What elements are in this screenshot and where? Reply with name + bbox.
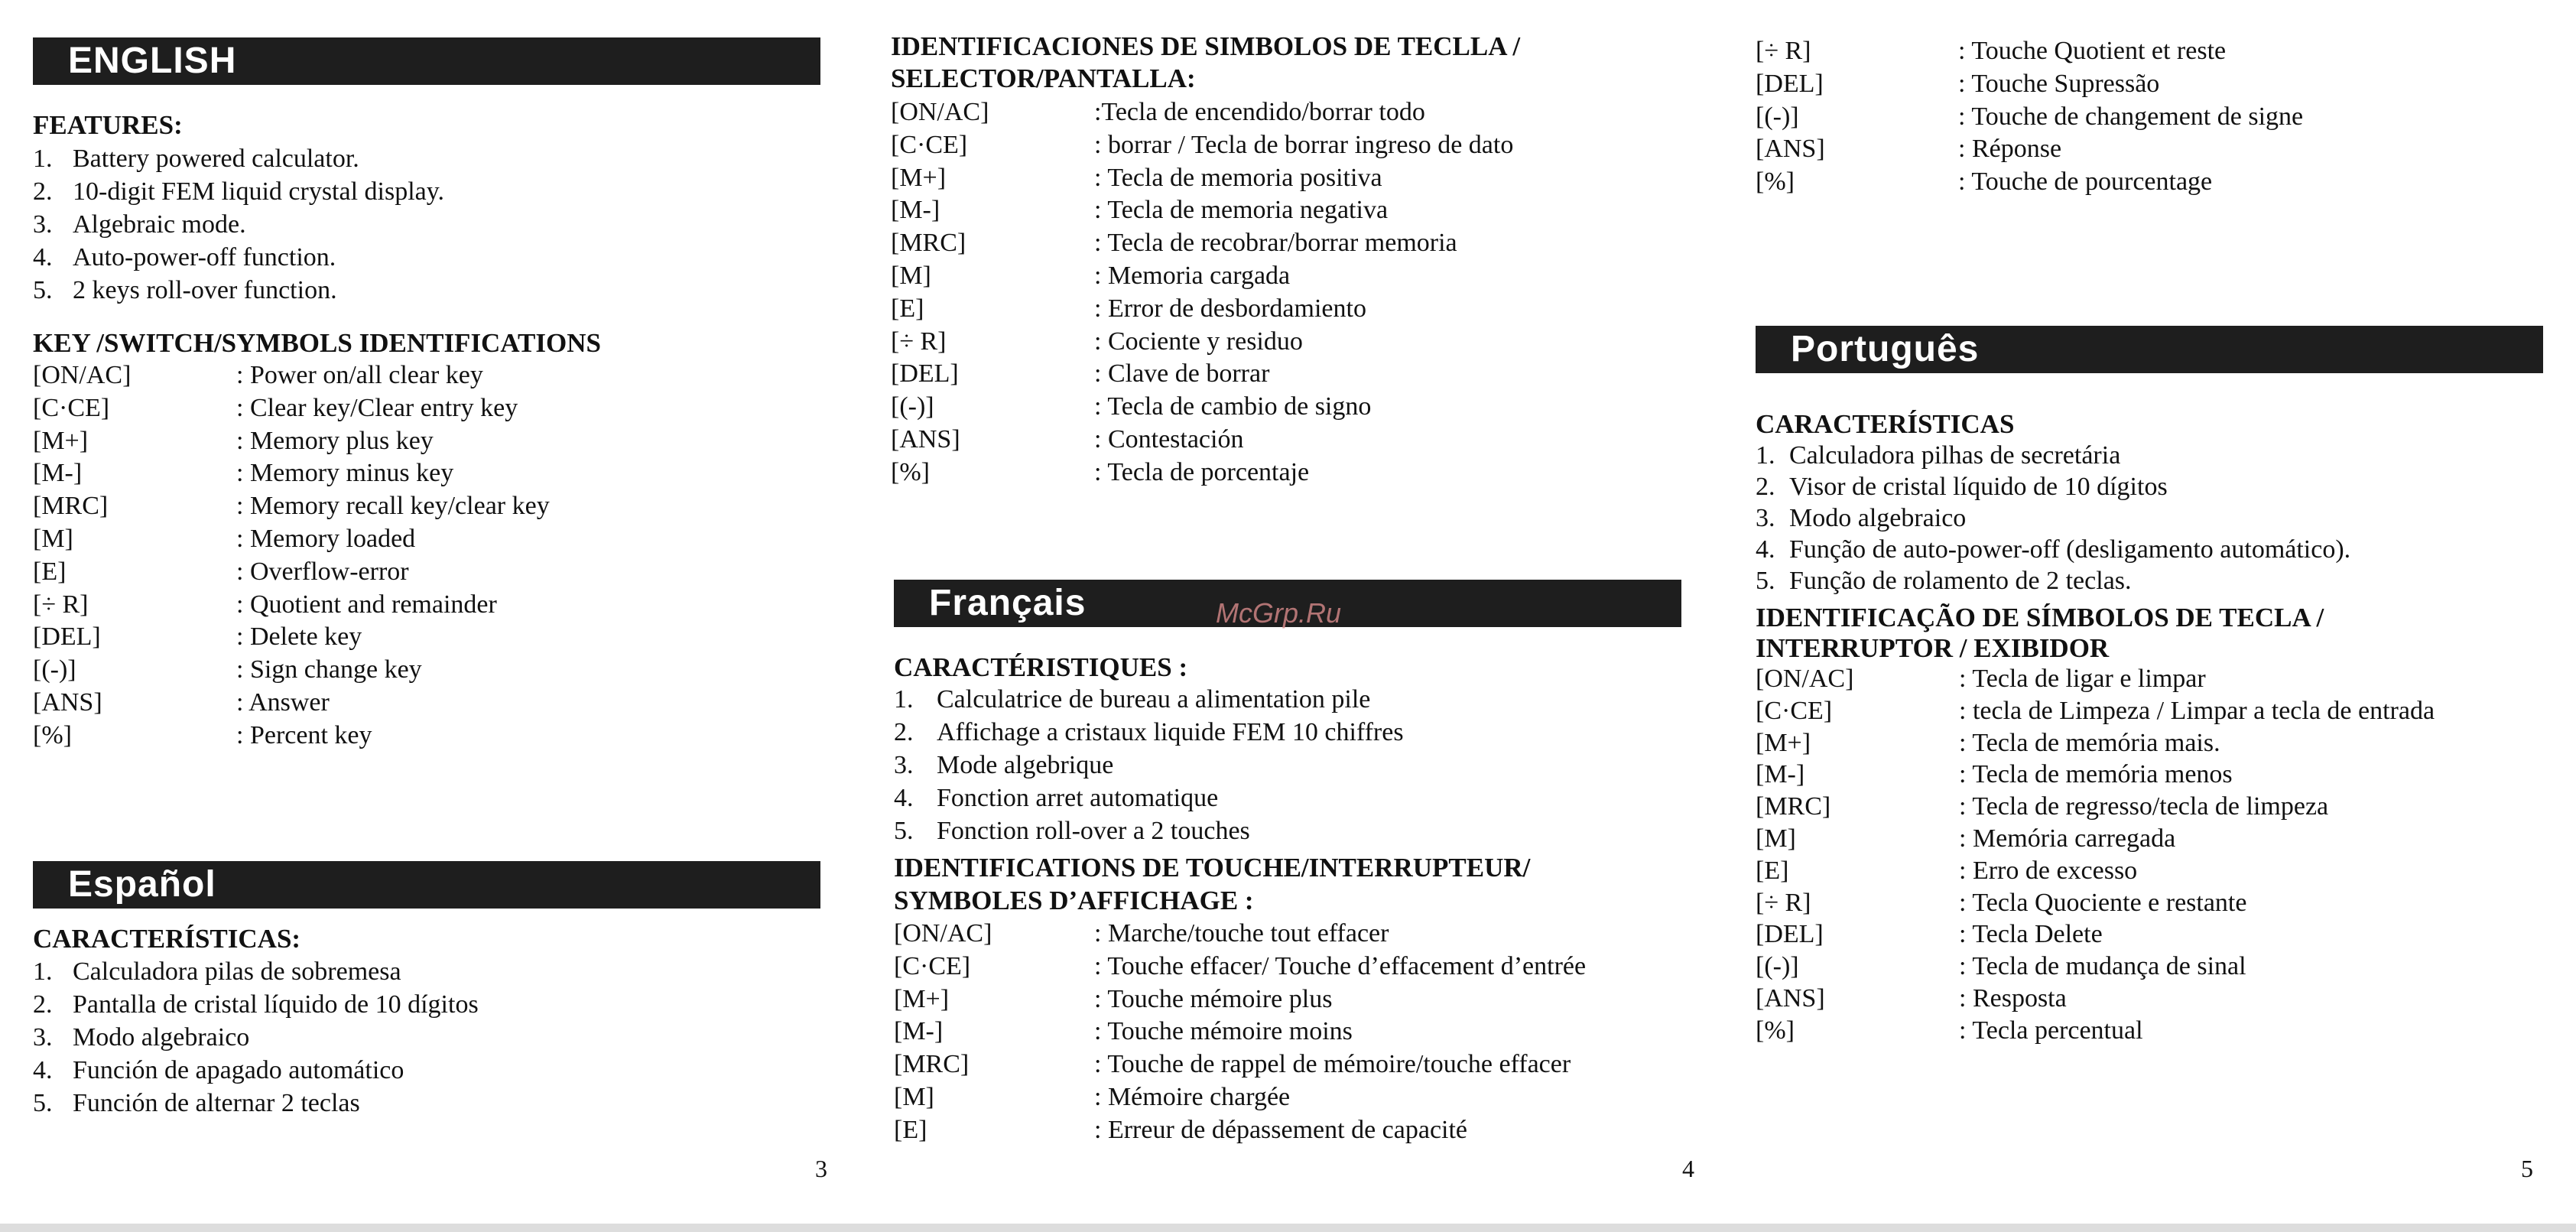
key-row: [M] : Memoria cargada bbox=[891, 261, 1291, 290]
key-row: [DEL] : Touche Supressão bbox=[1756, 69, 2160, 98]
key-row: [M] : Mémoire chargée bbox=[894, 1082, 1291, 1111]
key-row: [%] : Percent key bbox=[33, 720, 372, 749]
list-item: 4. Auto-power-off function. bbox=[33, 243, 336, 271]
key-row: [ON/AC] :Tecla de encendido/borrar todo bbox=[891, 98, 1425, 126]
key-row: [ANS] : Réponse bbox=[1756, 135, 2062, 164]
key-row: [ON/AC] : Power on/all clear key bbox=[33, 361, 483, 389]
key-row: [(-)] : Tecla de mudança de sinal bbox=[1756, 952, 2246, 981]
francais-keys-title-line2: SYMBOLES D’AFFICHAGE : bbox=[894, 886, 1254, 915]
key-row: [÷ R] : Tecla Quociente e restante bbox=[1756, 888, 2247, 917]
list-item: 3. Mode algebrique bbox=[894, 751, 1114, 779]
page-number: 3 bbox=[815, 1155, 827, 1182]
francais-keys-list-part2 bbox=[1756, 35, 2551, 199]
watermark: McGrp.Ru bbox=[1216, 597, 1342, 629]
list-item: 5. Função de rolamento de 2 teclas. bbox=[1756, 567, 2132, 595]
key-row: [E] : Error de desbordamiento bbox=[891, 294, 1366, 323]
key-row: [(-)] : Sign change key bbox=[33, 655, 422, 684]
list-item: 1. Calculadora pilhas de secretária bbox=[1756, 441, 2121, 470]
key-row: [÷ R] : Cociente y residuo bbox=[891, 327, 1303, 356]
key-row: [E] : Erro de excesso bbox=[1756, 856, 2138, 885]
english-section-header: ENGLISH bbox=[33, 37, 820, 85]
page-3 bbox=[33, 0, 828, 1232]
key-row: [ANS] : Resposta bbox=[1756, 983, 2067, 1013]
english-features-title: FEATURES: bbox=[33, 110, 183, 140]
english-keys-list bbox=[33, 359, 797, 753]
key-row: [M+] : Tecla de memoria positiva bbox=[891, 163, 1382, 192]
key-row: [C·CE] : Touche effacer/ Touche d’effacement d’entrée bbox=[894, 951, 1587, 980]
key-row: [ANS] : Answer bbox=[33, 688, 330, 717]
key-row: [MRC] : Memory recall key/clear key bbox=[33, 492, 550, 521]
english-features-list bbox=[33, 142, 444, 307]
key-row: [MRC] : Touche de rappel de mémoire/touche effacer bbox=[894, 1050, 1571, 1079]
key-row: [ON/AC] : Tecla de ligar e limpar bbox=[1756, 665, 2206, 693]
list-item: 5. 2 keys roll-over function. bbox=[33, 276, 337, 304]
key-row: [C·CE] : tecla de Limpeza / Limpar a tecla de entrada bbox=[1756, 696, 2435, 725]
espanol-keys-list bbox=[891, 96, 1701, 489]
espanol-section-header: Español bbox=[33, 861, 820, 909]
espanol-features-title: CARACTERÍSTICAS: bbox=[33, 924, 301, 954]
list-item: 1. Battery powered calculator. bbox=[33, 145, 359, 173]
page-number: 4 bbox=[1682, 1155, 1694, 1182]
francais-keys-list-part1 bbox=[894, 918, 1704, 1147]
espanol-keys-title: IDENTIFICACIONES DE SIMBOLOS DE TECLLA / bbox=[891, 31, 1521, 61]
list-item: 2. Visor de cristal líquido de 10 dígitos bbox=[1756, 473, 2168, 501]
key-row: [ANS] : Contestación bbox=[891, 424, 1244, 453]
list-item: 3. Algebraic mode. bbox=[33, 210, 246, 239]
key-row: [M+] : Memory plus key bbox=[33, 426, 434, 455]
list-item: 2. Affichage a cristaux liquide FEM 10 chiffres bbox=[894, 718, 1404, 746]
portugues-keys-title: IDENTIFICAÇÃO DE SÍMBOLOS DE TECLA / bbox=[1756, 603, 2324, 632]
key-row: [E] : Erreur de dépassement de capacité bbox=[894, 1115, 1468, 1144]
key-row: [M+] : Touche mémoire plus bbox=[894, 984, 1333, 1013]
key-row: [MRC] : Tecla de regresso/tecla de limpeza bbox=[1756, 792, 2329, 821]
key-row: [DEL] : Clave de borrar bbox=[891, 359, 1270, 388]
key-row: [M+] : Tecla de memória mais. bbox=[1756, 728, 2220, 757]
key-row: [M-] : Tecla de memória menos bbox=[1756, 760, 2233, 789]
list-item: 3. Modo algebraico bbox=[1756, 504, 1967, 532]
list-item: 3. Modo algebraico bbox=[33, 1023, 250, 1052]
list-item: 5. Fonction roll-over a 2 touches bbox=[894, 817, 1250, 845]
espanol-keys-title-line2: SELECTOR/PANTALLA: bbox=[891, 63, 1196, 93]
key-row: [%] : Tecla percentual bbox=[1756, 1016, 2143, 1045]
key-row: [(-)] : Touche de changement de signe bbox=[1756, 102, 2304, 131]
espanol-features-list bbox=[33, 955, 479, 1120]
key-row: [%] : Tecla de porcentaje bbox=[891, 457, 1310, 486]
portugues-features-title: CARACTERÍSTICAS bbox=[1756, 409, 2015, 439]
key-row: [DEL] : Tecla Delete bbox=[1756, 920, 2103, 949]
portugues-features-list bbox=[1756, 440, 2350, 596]
key-row: [÷ R] : Touche Quotient et reste bbox=[1756, 37, 2227, 65]
key-row: [E] : Overflow-error bbox=[33, 557, 409, 586]
list-item: 4. Fonction arret automatique bbox=[894, 784, 1219, 812]
key-row: [MRC] : Tecla de recobrar/borrar memoria bbox=[891, 229, 1457, 258]
english-keys-title: KEY /SWITCH/SYMBOLS IDENTIFICATIONS bbox=[33, 328, 601, 358]
list-item: 1. Calculadora pilas de sobremesa bbox=[33, 957, 401, 986]
list-item: 5. Función de alternar 2 teclas bbox=[33, 1089, 360, 1117]
list-item: 2. Pantalla de cristal líquido de 10 dígitos bbox=[33, 990, 479, 1019]
key-row: [÷ R] : Quotient and remainder bbox=[33, 590, 497, 619]
key-row: [M-] : Memory minus key bbox=[33, 459, 454, 488]
key-row: [M-] : Touche mémoire moins bbox=[894, 1017, 1353, 1046]
francais-features-list bbox=[894, 683, 1404, 847]
key-row: [(-)] : Tecla de cambio de signo bbox=[891, 392, 1372, 421]
page-number: 5 bbox=[2521, 1155, 2533, 1182]
key-row: [DEL] : Delete key bbox=[33, 623, 362, 652]
list-item: 2. 10-digit FEM liquid crystal display. bbox=[33, 177, 445, 206]
list-item: 1. Calculatrice de bureau a alimentation pile bbox=[894, 685, 1371, 714]
key-row: [%] : Touche de pourcentage bbox=[1756, 167, 2213, 197]
key-row: [M-] : Tecla de memoria negativa bbox=[891, 196, 1389, 225]
key-row: [ON/AC] : Marche/touche tout effacer bbox=[894, 919, 1389, 948]
key-row: [C·CE] : Clear key/Clear entry key bbox=[33, 393, 518, 422]
key-row: [M] : Memory loaded bbox=[33, 524, 416, 553]
francais-keys-title: IDENTIFICATIONS DE TOUCHE/INTERRUPTEUR/ bbox=[894, 853, 1531, 883]
page-5 bbox=[1756, 0, 2566, 1232]
portugues-section-header: Português bbox=[1756, 326, 2543, 373]
list-item: 4. Función de apagado automático bbox=[33, 1056, 404, 1084]
bottom-edge bbox=[0, 1224, 2576, 1232]
francais-features-title: CARACTÉRISTIQUES : bbox=[894, 652, 1188, 682]
portugues-keys-list bbox=[1756, 663, 2551, 1047]
portugues-keys-title-line2: INTERRUPTOR / EXIBIDOR bbox=[1756, 633, 2110, 663]
list-item: 4. Função de auto-power-off (desligamento automático). bbox=[1756, 535, 2351, 564]
key-row: [C·CE] : borrar / Tecla de borrar ingreso de dato bbox=[891, 130, 1514, 159]
key-row: [M] : Memória carregada bbox=[1756, 824, 2176, 853]
francais-section-header: Français bbox=[894, 580, 1681, 627]
